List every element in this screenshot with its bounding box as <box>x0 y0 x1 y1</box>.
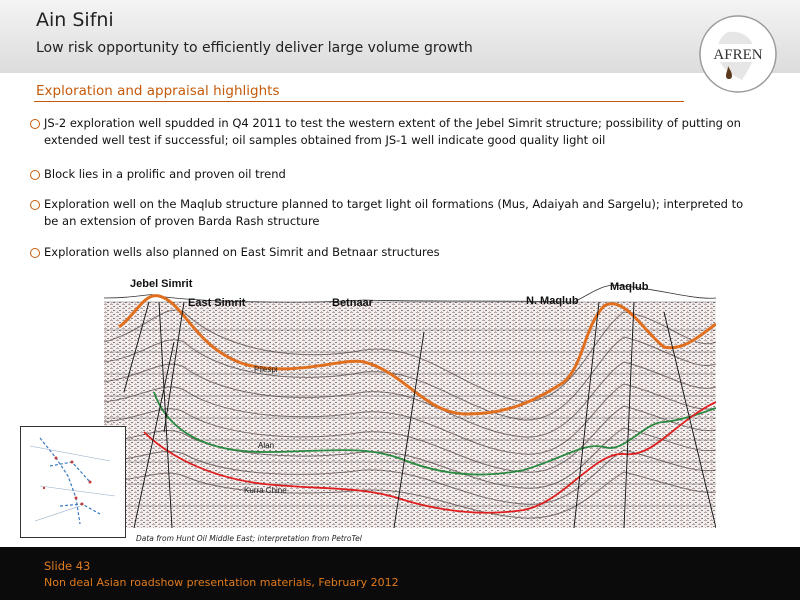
page-title: Ain Sifni <box>36 9 114 31</box>
location-map-inset <box>20 426 126 538</box>
bullet-item <box>30 115 750 149</box>
logo-text: AFREN <box>713 47 763 63</box>
label-jebel-simrit: Jebel Simrit <box>130 278 193 290</box>
bullet-text: JS-2 exploration well spudded in Q4 2011 to test the western extent of the Jebel Simrit structure; possibility of putting on extended well test if successful; oil samples obtained from JS-1 well indicate good quality light oil <box>44 116 741 147</box>
label-n-maqlub: N. Maqlub <box>526 295 579 307</box>
page-subtitle: Low risk opportunity to efficiently deliver large volume growth <box>36 40 473 56</box>
bullet-item <box>30 196 750 230</box>
afren-logo <box>698 14 778 94</box>
section-title: Exploration and appraisal highlights <box>36 83 280 99</box>
bullet-item <box>30 166 750 183</box>
figure-caption: Data from Hunt Oil Middle East; interpretation from PetroTel <box>136 534 362 543</box>
bullet-marker <box>30 200 40 210</box>
slide-number: Slide 43 <box>44 559 91 573</box>
section-rule <box>34 101 684 102</box>
label-kurra-chine: Kurra Chine <box>244 486 287 495</box>
footer-note: Non deal Asian roadshow presentation materials, February 2012 <box>44 576 399 589</box>
label-alan: Alan <box>258 441 275 450</box>
footer-bar <box>0 547 800 600</box>
label-east-simrit: East Simrit <box>188 297 246 309</box>
label-maqlub: Maqlub <box>610 281 649 293</box>
bullet-marker <box>30 119 40 129</box>
label-pilaspi: Pilespi <box>254 365 278 374</box>
bullet-text: Exploration well on the Maqlub structure planned to target light oil formations (Mus, Adaiyah and Sargelu); interpreted to be an extension of proven Barda Rash structure <box>44 197 744 228</box>
label-betnaar: Betnaar <box>332 297 373 309</box>
bullet-text: Block lies in a prolific and proven oil trend <box>44 167 286 181</box>
bullet-marker <box>30 248 40 258</box>
seismic-section <box>104 272 716 528</box>
bullet-item <box>30 244 750 261</box>
bullet-marker <box>30 170 40 180</box>
header-band <box>0 0 800 73</box>
bullet-text: Exploration wells also planned on East Simrit and Betnaar structures <box>44 245 440 259</box>
